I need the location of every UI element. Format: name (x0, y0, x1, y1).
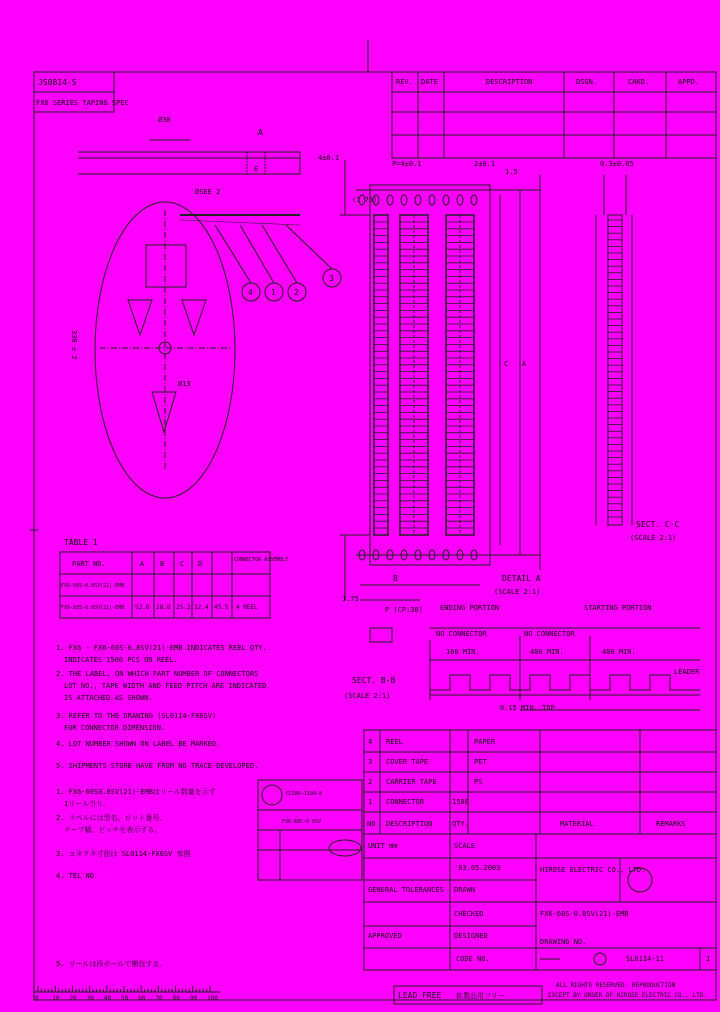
callout-4: 4 (248, 288, 253, 297)
table1-r2-part: FX6-60S-0.8SV(21)-EMB (61, 605, 125, 611)
sprocket-hole (387, 195, 393, 205)
note-jp-5: 5. リールは段ボールで梱包する。 (56, 960, 167, 968)
note-1b: INDICATES 1500 PCS ON REEL. (64, 656, 178, 664)
bom-r3-mat: PS (474, 778, 483, 786)
callout-3: 3 (329, 274, 334, 283)
bom-r4-qty: 1500 (452, 798, 469, 806)
tb-scale: SCALE (454, 842, 476, 850)
bom-r3-desc: CARRIER TAPE (386, 778, 437, 786)
bom-head-remarks: REMARKS (656, 820, 686, 828)
note-4: 4. LOT NUMBER SHOWN ON LABEL BE MARKED. (56, 740, 221, 748)
callout-2: 2 (294, 288, 299, 297)
tape-label-mid: STARTING PORTION (584, 604, 652, 612)
detail-dim-p: P (CP:30) (385, 606, 423, 614)
tb-tolerances: GENERAL TOLERANCES (368, 886, 444, 894)
ruler-label: 60 (138, 995, 146, 1002)
table1-h-b: B (160, 560, 165, 568)
bom-r4-desc: CONNECTOR (386, 798, 424, 806)
bom-r1-mat: PAPER (474, 738, 496, 746)
table1-h-a: A (140, 560, 145, 568)
detail-scale: (SCALE 2:1) (494, 588, 541, 596)
bom-r1-desc: REEL (386, 738, 403, 746)
lead-free-label: LEAD FREE (398, 991, 442, 1000)
table1-r1-part: FX6-60S-0.8SV(21)-EMB (61, 583, 125, 589)
tb-part-no: FX6-60S-0.8SV(21)-EMB (540, 910, 629, 918)
table1-r2-a: 52.8 (135, 604, 150, 611)
detail-dim-a: A (522, 360, 527, 368)
ruler-label: 0 (35, 995, 39, 1002)
header-appd: APPD. (678, 78, 700, 86)
table1-r2-d: 32.4 (194, 604, 209, 611)
lead-free-jp: 鉱製品用フリー (456, 992, 505, 1000)
reel-dim-side: ØSEE 2 (195, 188, 221, 196)
tb-approved: APPROVED (368, 932, 402, 940)
detail-dim-right: 1.75 (342, 595, 359, 603)
sprocket-hole (443, 195, 449, 205)
ruler-label: 20 (69, 995, 77, 1002)
bom-r1-no: 4 (368, 738, 373, 746)
ruler-label: 40 (103, 995, 112, 1002)
tb-sheet: 1 (706, 955, 711, 963)
reel-label-e: E (254, 165, 259, 173)
table1-h-d: D (198, 560, 203, 568)
table1-h-c: C (180, 560, 185, 568)
note-2b: LOT NO., TAPE WIDTH AND FEED PITCH ARE INDICATED (64, 682, 267, 690)
reel-dim-top: Ø30 (158, 116, 171, 124)
detail-dim-b: B (393, 574, 398, 583)
bom-r3-no: 2 (368, 778, 373, 786)
sprocket-hole (415, 195, 421, 205)
bom-head-no: NO. (367, 820, 380, 828)
stamp-code: CL586-1104-8 (286, 791, 323, 797)
tb-code-label: CODE NO. (456, 955, 490, 963)
tb-date1: '03.05.2003 (454, 864, 501, 872)
bom-head-qty: QTY. (452, 820, 469, 828)
note-3b: FOR CONNECTOR DIMENSION. (64, 724, 166, 732)
detail-dim-12: (1.75) (352, 196, 378, 204)
sprocket-hole (457, 195, 463, 205)
bom-head-desc: DESCRIPTION (386, 820, 433, 828)
ruler-label: 50 (121, 995, 129, 1002)
tape-dim-1: 160 MIN. (446, 648, 480, 656)
table1-r2-c: 25.2 (176, 604, 191, 611)
note-jp-2b: テープ幅、ピッチを表示する。 (64, 826, 162, 834)
detail-dim-pitch: 4±0.1 (318, 154, 340, 162)
header-chkd: CHKD. (628, 78, 650, 86)
ruler-label: 10 (52, 995, 60, 1002)
detail-caption: DETAIL A (502, 574, 541, 583)
note-2: 2. THE LABEL, ON WHICH PART NUMBER OF CONNECTORS (56, 670, 259, 678)
sprocket-hole (429, 195, 435, 205)
top-left-sub: FX6 SERIES TAPING SPEC (36, 99, 129, 107)
ruler-label: 90 (189, 995, 198, 1002)
section-cc-scale: (SCALE 2:1) (630, 534, 677, 542)
tape-dim-bottom: 0.15 MIN. TOP (500, 704, 555, 712)
section-cc-caption: SECT. C-C (636, 520, 680, 529)
tape-dim-4: LEADER (674, 668, 700, 676)
note-1: 1. FX6 - FX6-60S-0.8SV(21)-EMB INDICATES REEL QTY. (56, 644, 267, 652)
ruler-label: 70 (155, 995, 163, 1002)
note-jp-1b: 1リール当り。 (64, 800, 111, 808)
reel-side-label: 330 ± 2 (70, 330, 78, 360)
sprocket-hole (471, 195, 477, 205)
table1-r2-b: 28.8 (156, 604, 171, 611)
detail-dim-pitch2: P=4±0.1 (392, 160, 422, 168)
detail-dim-c: C (504, 360, 509, 368)
bom-r2-mat: PET (474, 758, 487, 766)
section-cc-dim: 0.3±0.05 (600, 160, 634, 168)
note-jp-1: 1. FX6-60S0.8SV(21)-EMBはリール数量を示す (56, 788, 216, 796)
tape-label-left2: NO CONNECTOR (436, 630, 487, 638)
note-5: 5. SHIPMENTS STORE HAVE FROM NO TRACE DEVELOPED. (56, 762, 259, 770)
top-left-code: JS0814-S (38, 78, 77, 87)
table1-h-part: PART NO. (72, 560, 106, 568)
tb-drawing-no-label: DRAWING NO. (540, 938, 587, 946)
tb-company: HIROSE ELECTRIC CO., LTD. (540, 866, 646, 874)
header-desc: DESCRIPTION (486, 78, 533, 86)
header-dsgn: DSGN. (576, 78, 598, 86)
ruler-label: 80 (172, 995, 180, 1002)
note-3: 3. REFER TO THE DRAWING (SL0114-FX6SV) (56, 712, 217, 720)
note-jp-4: 4. TEL NO. (56, 872, 99, 880)
bom-head-material: MATERIAL (560, 820, 594, 828)
tb-unit: UNIT mm (368, 842, 398, 850)
table1-h-assembly: CONNECTOR ASSEMBLY (234, 557, 289, 563)
callout-1: 1 (271, 288, 276, 297)
reel-label-a: A (258, 128, 263, 137)
detail-dim-2: 2±0.1 (474, 160, 496, 168)
tape-dim-3: 400 MIN. (602, 648, 636, 656)
table1-r2-assembly: 45.5 (214, 604, 229, 611)
tb-drawn: DRAWN (454, 886, 476, 894)
tb-designed: DESIGNED (454, 932, 488, 940)
note-2c: IS ATTACHED AS SHOWN. (64, 694, 153, 702)
note-jp-3: 3. コネクタ寸法は SL0114-FX6SV 参照 (56, 850, 191, 858)
ruler-label: 30 (86, 995, 94, 1002)
table1-title: TABLE 1 (64, 538, 98, 547)
tb-checked: CHECKED (454, 910, 484, 918)
stamp-text: FX6-60S-0.8SV (282, 819, 322, 825)
bom-r2-desc: COVER TAPE (386, 758, 429, 766)
header-date: DATE (421, 78, 438, 86)
section-bb-scale: (SCALE 2:1) (344, 692, 391, 700)
note-jp-2: 2. ラベルには型名、ロット番号、 (56, 814, 167, 822)
table1-qty: 4 REEL (236, 604, 258, 611)
sprocket-hole (401, 195, 407, 205)
bom-r4-no: 1 (368, 798, 373, 806)
bom-r2-no: 3 (368, 758, 373, 766)
footer-2: EXCEPT BY ORDER OF HIROSE ELECTRIC CO., LTD. (548, 992, 707, 999)
tape-dim-2: 400 MIN. (530, 648, 564, 656)
footer-1: ALL RIGHTS RESERVED. REPRODUCTION (556, 982, 676, 989)
section-bb-caption: SECT. B-B (352, 676, 396, 685)
tape-label-left: ENDING PORTION (440, 604, 500, 612)
tb-drawing-no: SL0114-11 (626, 955, 664, 963)
tape-label-mid2: NO CONNECTOR (524, 630, 575, 638)
reel-dim-hub: Ø13 (178, 380, 191, 388)
header-rev: REV. (396, 78, 413, 86)
ruler-label: 100 (207, 995, 218, 1002)
detail-dim-15: 1.5 (505, 168, 518, 176)
